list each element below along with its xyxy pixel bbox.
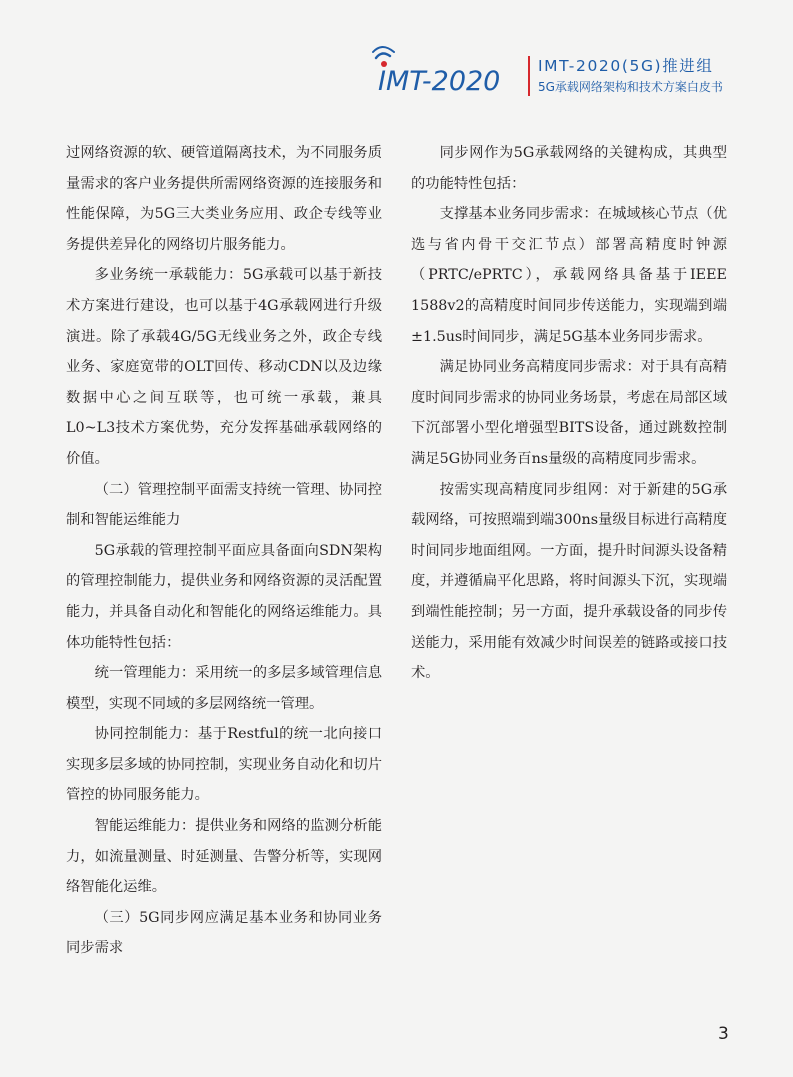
paragraph: 满足协同业务高精度同步需求：对于具有高精度时间同步需求的协同业务场景，考虑在局部区域下沉部署小型化增强型BITS设备，通过跳数控制满足5G协同业务百ns量级的高精度同步需求。 [411,359,727,467]
paragraph: 5G承载的管理控制平面应具备面向SDN架构的管理控制能力，提供业务和网络资源的灵活配置能力，并具备自动化和智能化的网络运维能力。具体功能特性包括： [66,542,382,651]
header-title: IMT-2020(5G)推进组 [538,57,714,75]
paragraph: 协同控制能力：基于Restful的统一北向接口实现多层多域的协同控制，实现业务自动化和切片管控的协同服务能力。 [66,726,382,804]
paragraph: 支撑基本业务同步需求：在城域核心节点（优选与省内骨干交汇节点）部署高精度时钟源（PRTC/ePRTC），承载网络具备基于IEEE 1588v2的高精度时间同步传送能力，实现端到端±1.5us时间同步，满足5G基本业务同步需求。 [411,206,727,345]
section-heading: （三）5G同步网应满足基本业务和协同业务同步需求 [66,909,382,957]
paragraph: 智能运维能力：提供业务和网络的监测分析能力，如流量测量、时延测量、告警分析等，实现网络智能化运维。 [66,818,382,896]
paragraph: 按需实现高精度同步组网：对于新建的5G承载网络，可按照端到端300ns量级目标进行高精度时间同步地面组网。一方面，提升时间源头设备精度，并遵循扁平化思路，将时间源头下沉，实现端到端性能控制；另一方面，提升承载设备的同步传送能力，采用能有效减少时间误差的链路或接口技术。 [411,481,727,682]
right-column [411,138,727,689]
imt2020-logo-icon [372,44,522,100]
paragraph: 过网络资源的软、硬管道隔离技术，为不同服务质量需求的客户业务提供所需网络资源的连接服务和性能保障，为5G三大类业务应用、政企专线等业务提供差异化的网络切片服务能力。 [66,145,382,253]
header-subtitle: 5G承载网络架构和技术方案白皮书 [538,80,723,94]
paragraph: 统一管理能力：采用统一的多层多域管理信息模型，实现不同域的多层网络统一管理。 [66,665,382,712]
page-header [0,0,793,110]
left-column [66,138,382,964]
page-number: 3 [718,1024,729,1044]
paragraph: 同步网作为5G承载网络的关键构成，其典型的功能特性包括： [411,145,727,192]
paragraph: 多业务统一承载能力：5G承载可以基于新技术方案进行建设，也可以基于4G承载网进行升级演进。除了承载4G/5G无线业务之外，政企专线业务、家庭宽带的OLT回传、移动CDN以及边缘数据中心之间互联等，也可统一承载，兼具L0~L3技术方案优势，充分发挥基础承载网络的价值。 [66,267,382,467]
logo-text: IMT-2020 [378,66,501,97]
section-heading: （二）管理控制平面需支持统一管理、协同控制和智能运维能力 [66,481,382,529]
header-divider [528,56,530,96]
